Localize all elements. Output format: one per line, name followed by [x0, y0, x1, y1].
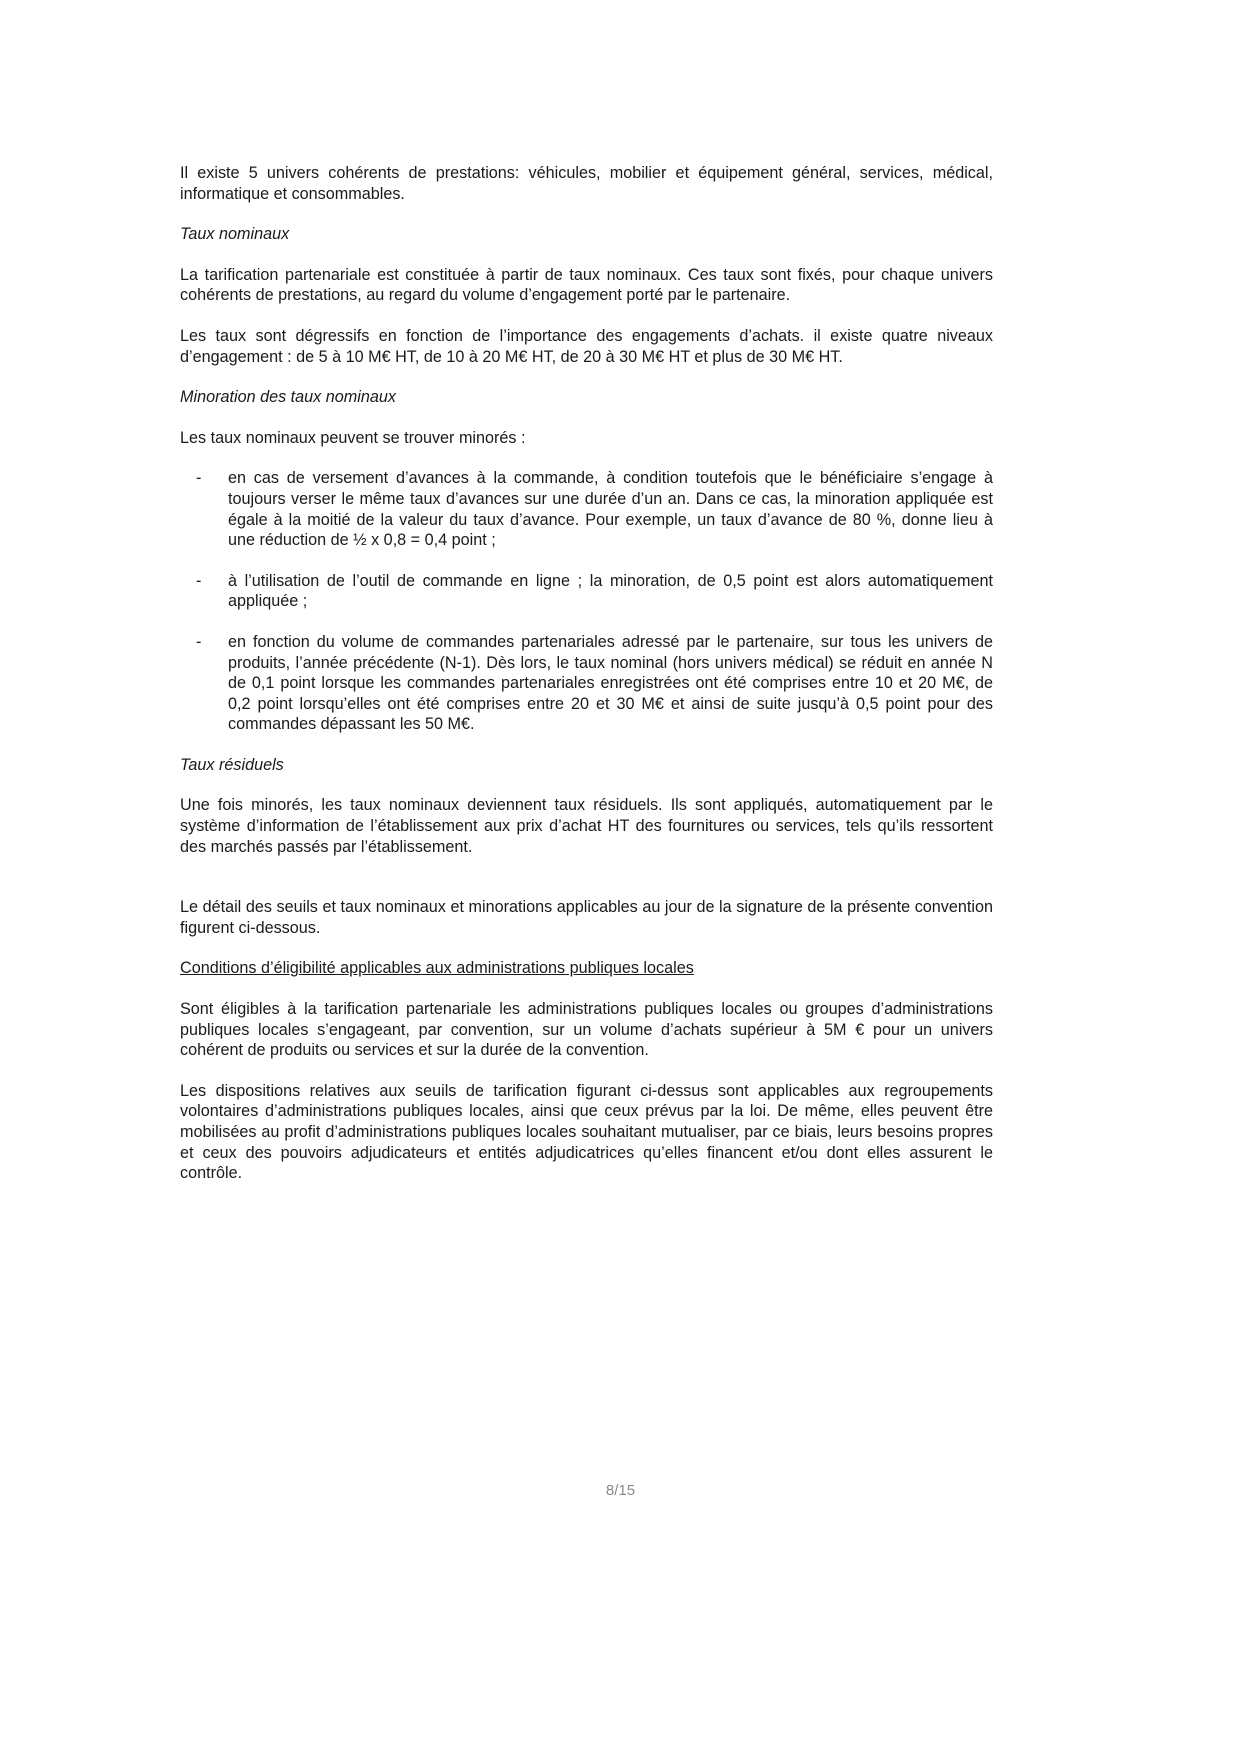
- paragraph-univers: Il existe 5 univers cohérents de prestations: véhicules, mobilier et équipement général, services, médical, informatique et consommables.: [180, 164, 993, 203]
- paragraph-taux-degressifs: Les taux sont dégressifs en fonction de l’importance des engagements d’achats. il existe quatre niveaux d’engagement : de 5 à 10 M€ HT, de 10 à 20 M€ HT, de 20 à 30 M€ HT et plus de 30 M€ HT.: [180, 326, 993, 366]
- list-item-text: à l’utilisation de l’outil de commande en ligne ; la minoration, de 0,5 point est alors automatiquement appliquée ;: [228, 571, 993, 611]
- document-page: [180, 163, 993, 1204]
- heading-minoration: Minoration des taux nominaux: [180, 388, 396, 407]
- heading-conditions-eligibilite: Conditions d’éligibilité applicables aux administrations publiques locales: [180, 959, 694, 978]
- paragraph-tarification: La tarification partenariale est constituée à partir de taux nominaux. Ces taux sont fixés, pour chaque univers cohérents de prestations, au regard du volume d’engagement porté par le partenaire.: [180, 265, 993, 305]
- heading-taux-residuels: Taux résiduels: [180, 755, 284, 774]
- paragraph-minores-intro: Les taux nominaux peuvent se trouver minorés :: [180, 428, 526, 447]
- paragraph-eligibles: Sont éligibles à la tarification partenariale les administrations publiques locales ou groupes d’administrations publiques locales s’engageant, par convention, sur un volume d’achats supérieur à 5M € pour un univers cohérent de produits ou services et sur la durée de la convention.: [180, 1000, 993, 1060]
- minoration-list: [180, 468, 993, 735]
- paragraph-dispositions: Les dispositions relatives aux seuils de tarification figurant ci-dessus sont applicables aux regroupements volontaires d’administrations publiques locales, ainsi que ceux prévus par la loi. De même, elles peuvent être mobilisées au profit d’administrations publiques locales souhaitant mutualiser, par ce biais, leurs besoins propres et ceux des pouvoirs adjudicateurs et entités adjudicatrices qu’elles financent et/ou dont elles assurent le contrôle.: [180, 1081, 993, 1183]
- paragraph-taux-residuels: Une fois minorés, les taux nominaux deviennent taux résiduels. Ils sont appliqués, automatiquement par le système d’information de l’établissement aux prix d’achat HT des fournitures ou services, tels qu’ils ressortent des marchés passés par l’établissement.: [180, 796, 993, 856]
- dash-marker: -: [196, 571, 202, 590]
- list-item: [180, 571, 993, 612]
- paragraph-detail-seuils: Le détail des seuils et taux nominaux et minorations applicables au jour de la signature de la présente convention figurent ci-dessous.: [180, 898, 993, 937]
- list-item-text: en fonction du volume de commandes partenariales adressé par le partenaire, sur tous les univers de produits, l’année précédente (N-1). Dès lors, le taux nominal (hors univers médical) se réduit en année N de 0,1 point lorsque les commandes partenariales enregistrées ont été comprises entre 10 et 20 M€, de 0,2 point lorsqu’elles ont été comprises entre 20 et 30 M€ et ainsi de suite jusqu’à 0,5 point pour des commandes dépassant les 50 M€.: [228, 632, 993, 734]
- list-item: [180, 468, 993, 550]
- list-item-text: en cas de versement d’avances à la commande, à condition toutefois que le bénéficiaire s’engage à toujours verser le même taux d’avances sur une durée d’un an. Dans ce cas, la minoration appliquée est égale à la moitié de la valeur du taux d’avance. Pour exemple, un taux d’avance de 80 %, donne lieu à une réduction de ½ x 0,8 = 0,4 point ;: [228, 469, 993, 550]
- list-item: [180, 632, 993, 735]
- blank-line: [180, 877, 993, 897]
- dash-marker: -: [196, 469, 202, 488]
- page-number: 8/15: [605, 1482, 636, 1499]
- heading-taux-nominaux: Taux nominaux: [180, 225, 290, 244]
- dash-marker: -: [196, 632, 202, 651]
